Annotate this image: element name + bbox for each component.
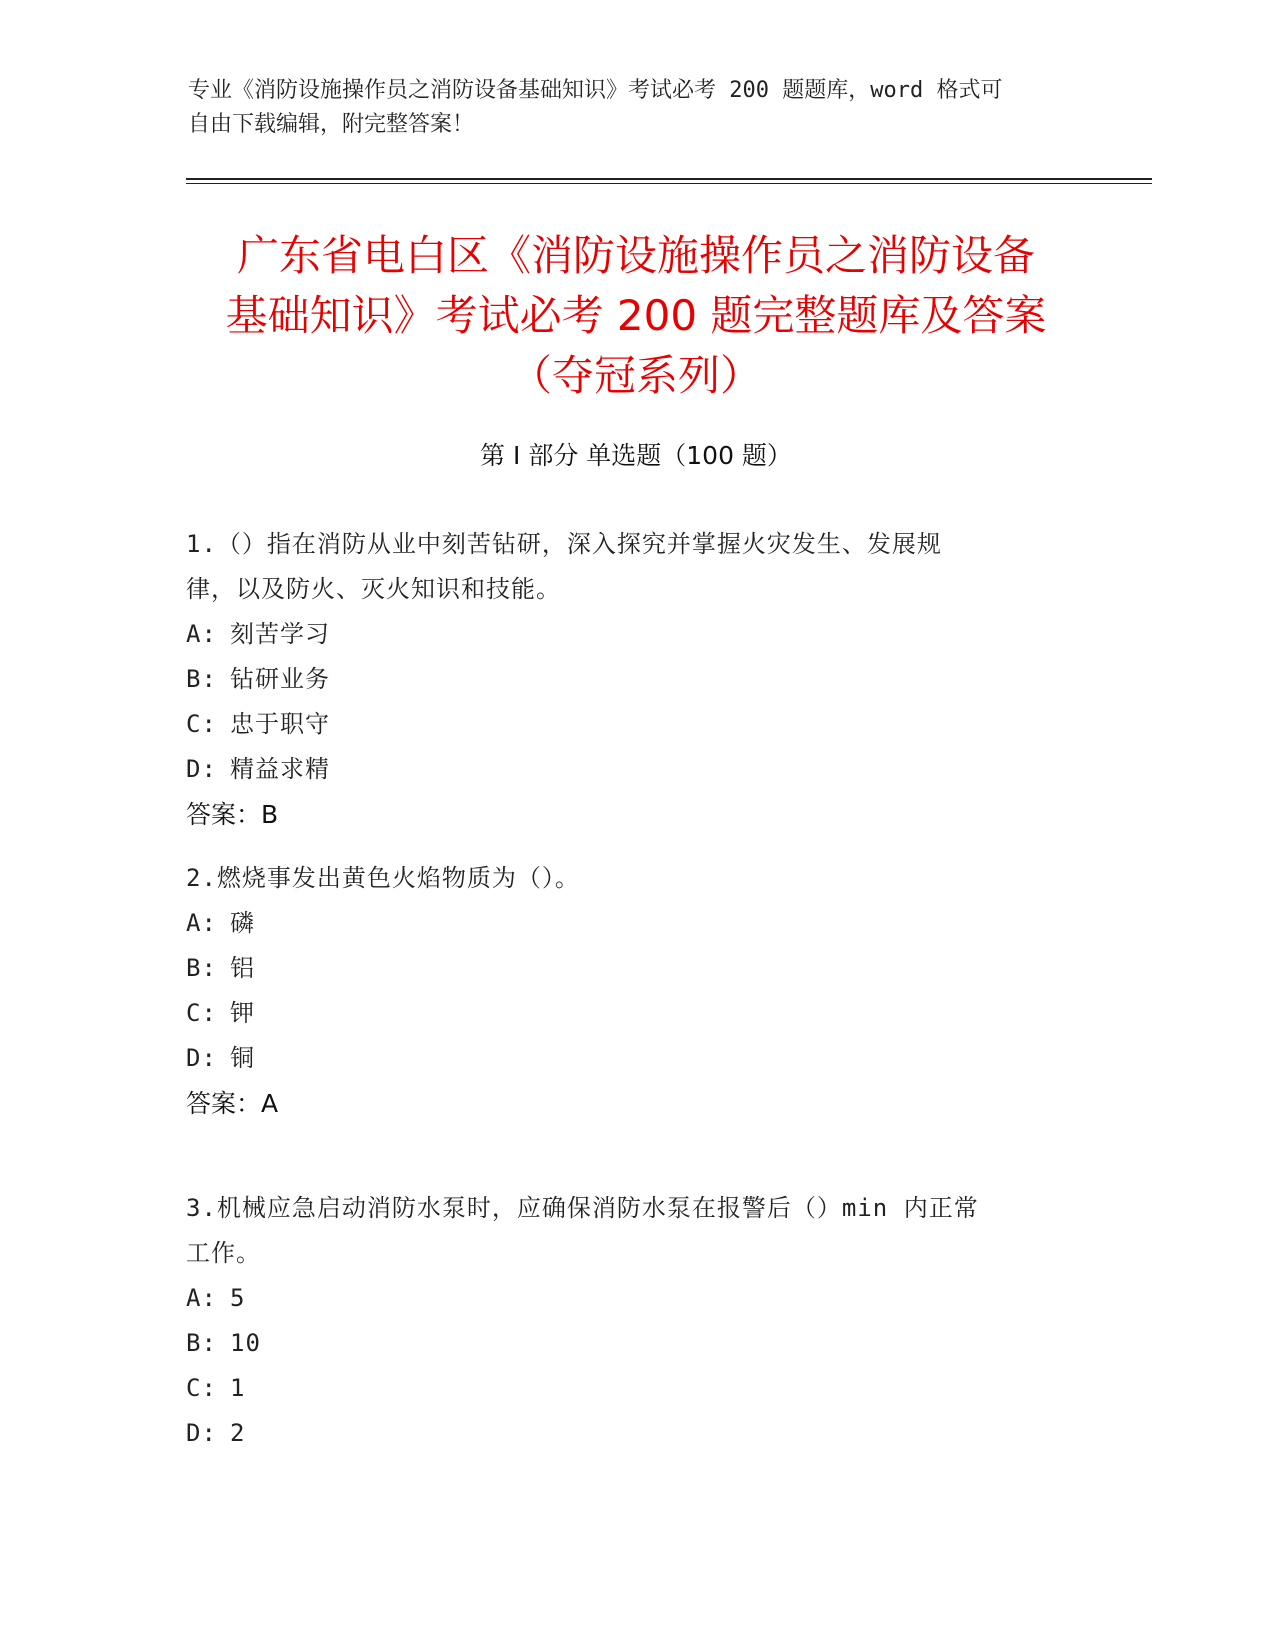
header-rule-thick xyxy=(186,178,1152,180)
option-key: D: xyxy=(186,755,217,783)
option-d xyxy=(186,1036,1086,1081)
option-c xyxy=(186,1366,1086,1411)
option-text: 5 xyxy=(230,1284,246,1312)
option-text: 10 xyxy=(230,1329,261,1357)
option-text: 忠于职守 xyxy=(230,710,330,738)
question-3 xyxy=(186,1186,1086,1456)
question-stem xyxy=(186,1186,1086,1276)
option-b xyxy=(186,946,1086,991)
option-key: A: xyxy=(186,909,217,937)
option-text: 1 xyxy=(230,1374,246,1402)
question-stem xyxy=(186,856,1086,901)
option-key: A: xyxy=(186,1284,217,1312)
option-key: D: xyxy=(186,1419,217,1447)
option-c xyxy=(186,702,1086,747)
option-key: B: xyxy=(186,665,217,693)
section-heading: 第 I 部分 单选题（100 题） xyxy=(480,441,792,470)
option-text: 钻研业务 xyxy=(230,665,330,693)
option-key: A: xyxy=(186,620,217,648)
option-key: B: xyxy=(186,1329,217,1357)
header-note xyxy=(188,74,1068,142)
option-c xyxy=(186,991,1086,1036)
header-note-line-1: 专业《消防设施操作员之消防设备基础知识》考试必考 200 题题库，word 格式可 xyxy=(188,78,1003,103)
option-text: 刻苦学习 xyxy=(230,620,330,648)
question-stem xyxy=(186,522,1086,612)
option-a xyxy=(186,901,1086,946)
document-title-line-1: 广东省电白区《消防设施操作员之消防设备 xyxy=(236,231,1035,280)
option-key: B: xyxy=(186,954,217,982)
option-text: 精益求精 xyxy=(230,755,330,783)
option-key: D: xyxy=(186,1044,217,1072)
option-b xyxy=(186,657,1086,702)
document-title-line-3: （夺冠系列） xyxy=(509,351,762,400)
document-title-line-2: 基础知识》考试必考 200 题完整题库及答案 xyxy=(225,291,1047,340)
question-stem-line-2: 律，以及防火、灭火知识和技能。 xyxy=(186,575,561,603)
question-stem-line-1: 1.（）指在消防从业中刻苦钻研，深入探究并掌握火灾发生、发展规 xyxy=(186,530,942,558)
option-d xyxy=(186,747,1086,792)
option-text: 磷 xyxy=(230,909,255,937)
question-2 xyxy=(186,856,1086,1126)
option-key: C: xyxy=(186,1374,217,1402)
option-key: C: xyxy=(186,999,217,1027)
option-a xyxy=(186,1276,1086,1321)
option-text: 钾 xyxy=(230,999,255,1027)
option-d xyxy=(186,1411,1086,1456)
document-title xyxy=(186,226,1086,406)
header-note-line-2: 自由下载编辑，附完整答案！ xyxy=(188,112,475,137)
header-rule-thin xyxy=(186,183,1152,184)
option-text: 2 xyxy=(230,1419,246,1447)
option-b xyxy=(186,1321,1086,1366)
answer-line: 答案：A xyxy=(186,1089,279,1118)
question-stem-line-2: 工作。 xyxy=(186,1239,261,1267)
answer-line: 答案：B xyxy=(186,800,279,829)
question-1 xyxy=(186,522,1086,837)
option-key: C: xyxy=(186,710,217,738)
question-stem-line-1: 3.机械应急启动消防水泵时，应确保消防水泵在报警后（）min 内正常 xyxy=(186,1194,979,1222)
option-text: 铝 xyxy=(230,954,255,982)
option-text: 铜 xyxy=(230,1044,255,1072)
question-stem-line-1: 2.燃烧事发出黄色火焰物质为（）。 xyxy=(186,864,580,892)
option-a xyxy=(186,612,1086,657)
